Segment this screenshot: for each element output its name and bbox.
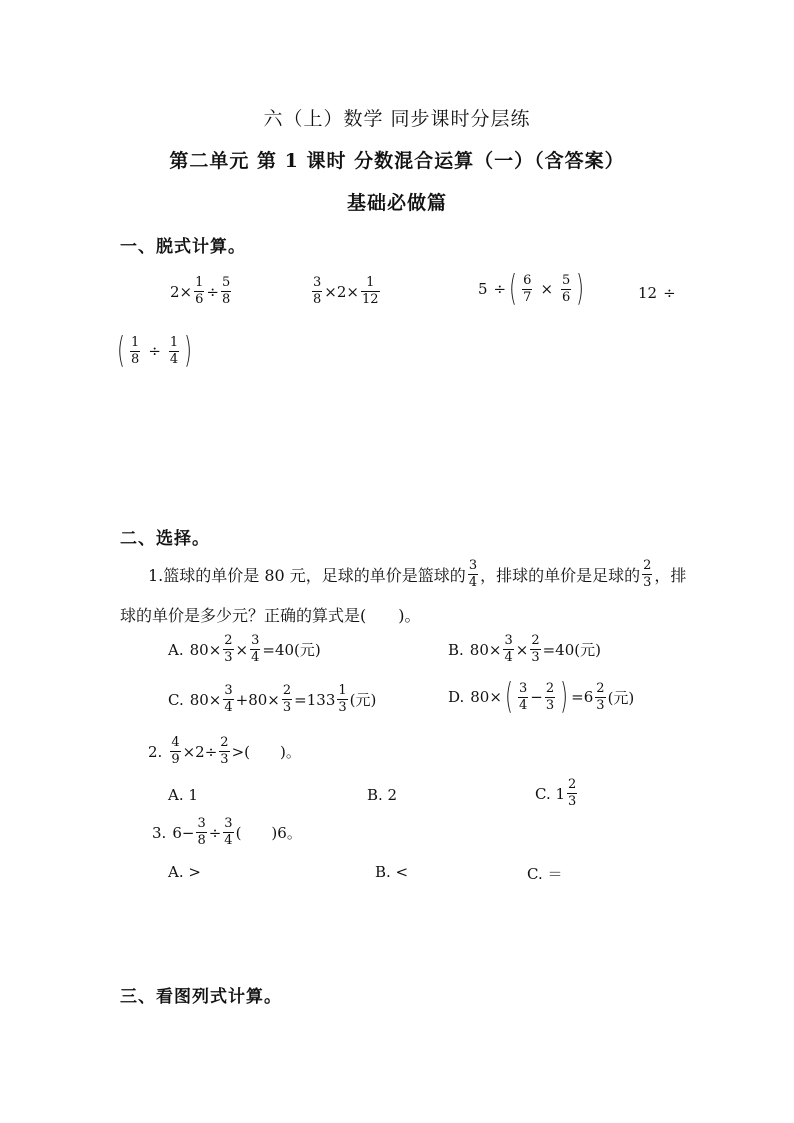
question-1-line-2: 球的单价是多少元？正确的算式是( )。: [120, 606, 421, 625]
fraction: $\frac{3}{4}$: [504, 633, 513, 665]
fraction: $\frac{3}{4}$: [468, 558, 478, 590]
problem-1-4-part1: 12 ÷: [638, 284, 676, 302]
fraction: $\frac{2}{3}$: [545, 680, 555, 713]
question-1-option-c[interactable]: C. 80× $\frac{3}{4}$ +80× $\frac{2}{3}$ =133 $\frac{1}{3}$ (元): [168, 683, 377, 715]
doc-subtitle: 第二单元 第 1 课时 分数混合运算（一）（含答案）: [169, 150, 625, 172]
question-1-option-b[interactable]: B. 80× $\frac{3}{4}$ × $\frac{2}{3}$ =40(元): [448, 633, 601, 665]
question-1-option-a[interactable]: A. 80× $\frac{2}{3}$ × $\frac{3}{4}$ =40(元): [168, 633, 321, 665]
question-3-option-b[interactable]: B. <: [375, 863, 409, 881]
fraction: $\frac{2}{3}$: [643, 558, 652, 590]
fraction: $\frac{3}{4}$: [251, 633, 260, 665]
fraction: $\frac{2}{3}$: [220, 735, 229, 767]
question-2-option-c[interactable]: C. 1 $\frac{2}{3}$: [535, 777, 577, 809]
section-3-title: 三、看图列式计算。: [120, 987, 282, 1007]
fraction: $\frac{1}{8}$: [131, 334, 140, 367]
question-2-option-b[interactable]: B. 2: [367, 786, 398, 804]
question-3-stem: 3. 6− $\frac{3}{8}$ ÷ $\frac{3}{4}$ ( )6。: [152, 816, 302, 848]
fraction: $\frac{1}{12}$: [361, 275, 379, 307]
doc-title: 六（上）数学 同步课时分层练: [263, 108, 531, 130]
fraction: $\frac{2}{3}$: [531, 633, 540, 665]
fraction: $\frac{5}{8}$: [221, 275, 231, 307]
problem-1-1: 2 × $\frac{1}{6}$ ÷ $\frac{5}{8}$: [170, 275, 231, 307]
fraction: $\frac{3}{4}$: [224, 816, 233, 848]
fraction: $\frac{2}{3}$: [596, 680, 605, 713]
fraction: $\frac{1}{6}$: [195, 275, 204, 307]
fraction: $\frac{3}{4}$: [518, 680, 528, 713]
question-3-option-c[interactable]: C. ＝: [527, 865, 563, 883]
fraction: $\frac{5}{6}$: [562, 272, 571, 305]
fraction: $\frac{1}{3}$: [338, 683, 347, 715]
fraction: $\frac{2}{3}$: [282, 683, 292, 715]
fraction: $\frac{6}{7}$: [523, 272, 532, 305]
question-2-stem: 2. $\frac{4}{9}$ ×2÷ $\frac{2}{3}$ >( )。: [148, 735, 301, 767]
section-2-title: 二、选择。: [120, 529, 210, 549]
fraction: $\frac{3}{8}$: [197, 816, 206, 848]
fraction: $\frac{2}{3}$: [568, 777, 577, 809]
problem-1-3: 5 ÷ ( $\frac{6}{7}$ × $\frac{5}{6}$ ): [478, 268, 585, 309]
fraction: $\frac{2}{3}$: [224, 633, 233, 665]
fraction: $\frac{3}{4}$: [224, 683, 233, 715]
question-1-option-d[interactable]: D. 80× ( $\frac{3}{4}$ − $\frac{2}{3}$ ) =6 $\frac{2}{3}$ (元): [448, 676, 635, 717]
question-2-option-a[interactable]: A. 1: [168, 786, 198, 804]
section-1-title: 一、脱式计算。: [120, 237, 246, 257]
doc-level-heading: 基础必做篇: [346, 192, 447, 214]
question-3-option-a[interactable]: A. >: [168, 863, 201, 881]
problem-1-4-part2: ( $\frac{1}{8}$ ÷ $\frac{1}{4}$ ): [117, 330, 193, 371]
question-1-line-1: 1.篮球的单价是 80 元，足球的单价是篮球的 $\frac{3}{4}$ ，排球的单价是足球的 $\frac{2}{3}$ ，排: [148, 558, 687, 590]
fraction: $\frac{4}{9}$: [171, 735, 180, 767]
fraction: $\frac{3}{8}$: [313, 275, 322, 307]
fraction: $\frac{1}{4}$: [169, 334, 179, 367]
problem-1-2: $\frac{3}{8}$ × 2 × $\frac{1}{12}$: [313, 275, 379, 307]
